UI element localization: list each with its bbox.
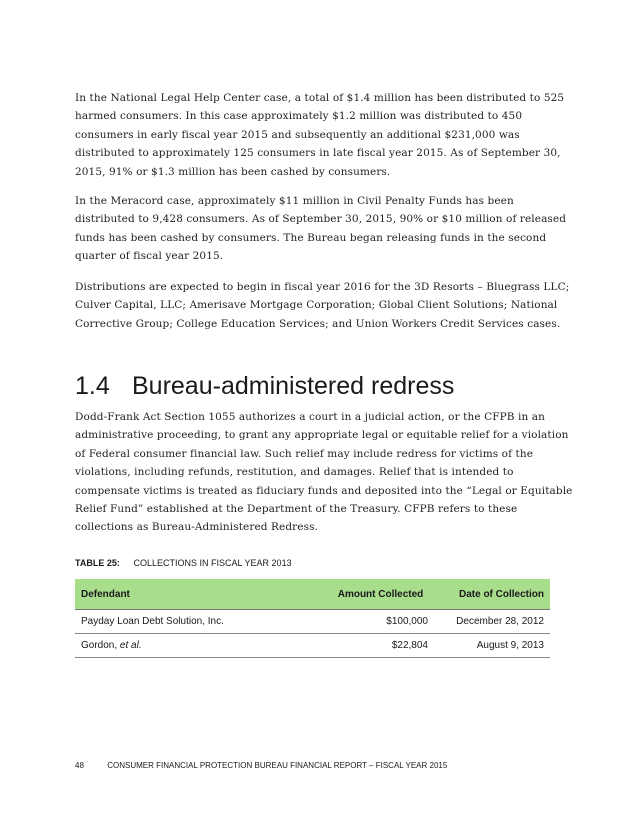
footer-text: CONSUMER FINANCIAL PROTECTION BUREAU FINANCIAL REPORT – FISCAL YEAR 2015 <box>107 761 448 770</box>
header-date-of-collection: Date of Collection <box>434 579 550 610</box>
section-title: Bureau-administered redress <box>132 372 455 400</box>
table-row <box>75 610 550 634</box>
page-number: 48 <box>75 761 84 770</box>
paragraph-bureau-redress: Dodd-Frank Act Section 1055 authorizes a court in a judicial action, or the CFPB in an administrative proceeding, to grant any appropriate legal or equitable relief for a violation of Federal consumer financial law. Such relief may include redress for victims of the violations, including refunds, restitution, and damages. Relief that is intended to compensate victims is treated as fiduciary funds and deposited into the “Legal or Equitable Relief Fund” established at the Department of the Treasury. CFPB refers to these collections as Bureau-Administered Redress. <box>75 411 573 534</box>
cell-date: December 28, 2012 <box>434 610 550 634</box>
table-caption-label: TABLE 25: <box>75 558 120 568</box>
paragraph-national-legal-help-center: In the National Legal Help Center case, a total of $1.4 million has been distributed to 525 harmed consumers. In this case approximately $1.2 million was distributed to 450 consumers in early fiscal year 2015 and subsequently an additional $231,000 was distributed to approximately 125 consumers in late fiscal year 2015. As of September 30, 2015, 91% or $1.3 million has been cashed by consumers. <box>75 92 565 178</box>
section-heading <box>75 371 454 401</box>
header-defendant: Defendant <box>75 579 327 610</box>
table-header-row <box>75 579 550 610</box>
collections-table <box>75 579 550 658</box>
header-amount-collected: Amount Collected <box>327 579 434 610</box>
paragraph-distributions: Distributions are expected to begin in fiscal year 2016 for the 3D Resorts – Bluegrass LLC; Culver Capital, LLC; Amerisave Mortgage Corporation; Global Client Solutions; National Corrective Group; College Education Services; and Union Workers Credit Services cases. <box>75 281 570 330</box>
cell-defendant: Gordon, et al. <box>75 634 327 658</box>
table-caption <box>75 558 292 568</box>
cell-amount: $22,804 <box>327 634 434 658</box>
section-number: 1.4 <box>75 372 110 400</box>
paragraph-meracord: In the Meracord case, approximately $11 million in Civil Penalty Funds has been distributed to 9,428 consumers. As of September 30, 2015, 90% or $10 million of released funds has been cashed by consumers. The Bureau began releasing funds in the second quarter of fiscal year 2015. <box>75 195 567 263</box>
table-caption-title: COLLECTIONS IN FISCAL YEAR 2013 <box>133 558 292 568</box>
page-footer <box>75 761 447 770</box>
cell-date: August 9, 2013 <box>434 634 550 658</box>
table-row <box>75 634 550 658</box>
cell-defendant: Payday Loan Debt Solution, Inc. <box>75 610 327 634</box>
cell-amount: $100,000 <box>327 610 434 634</box>
